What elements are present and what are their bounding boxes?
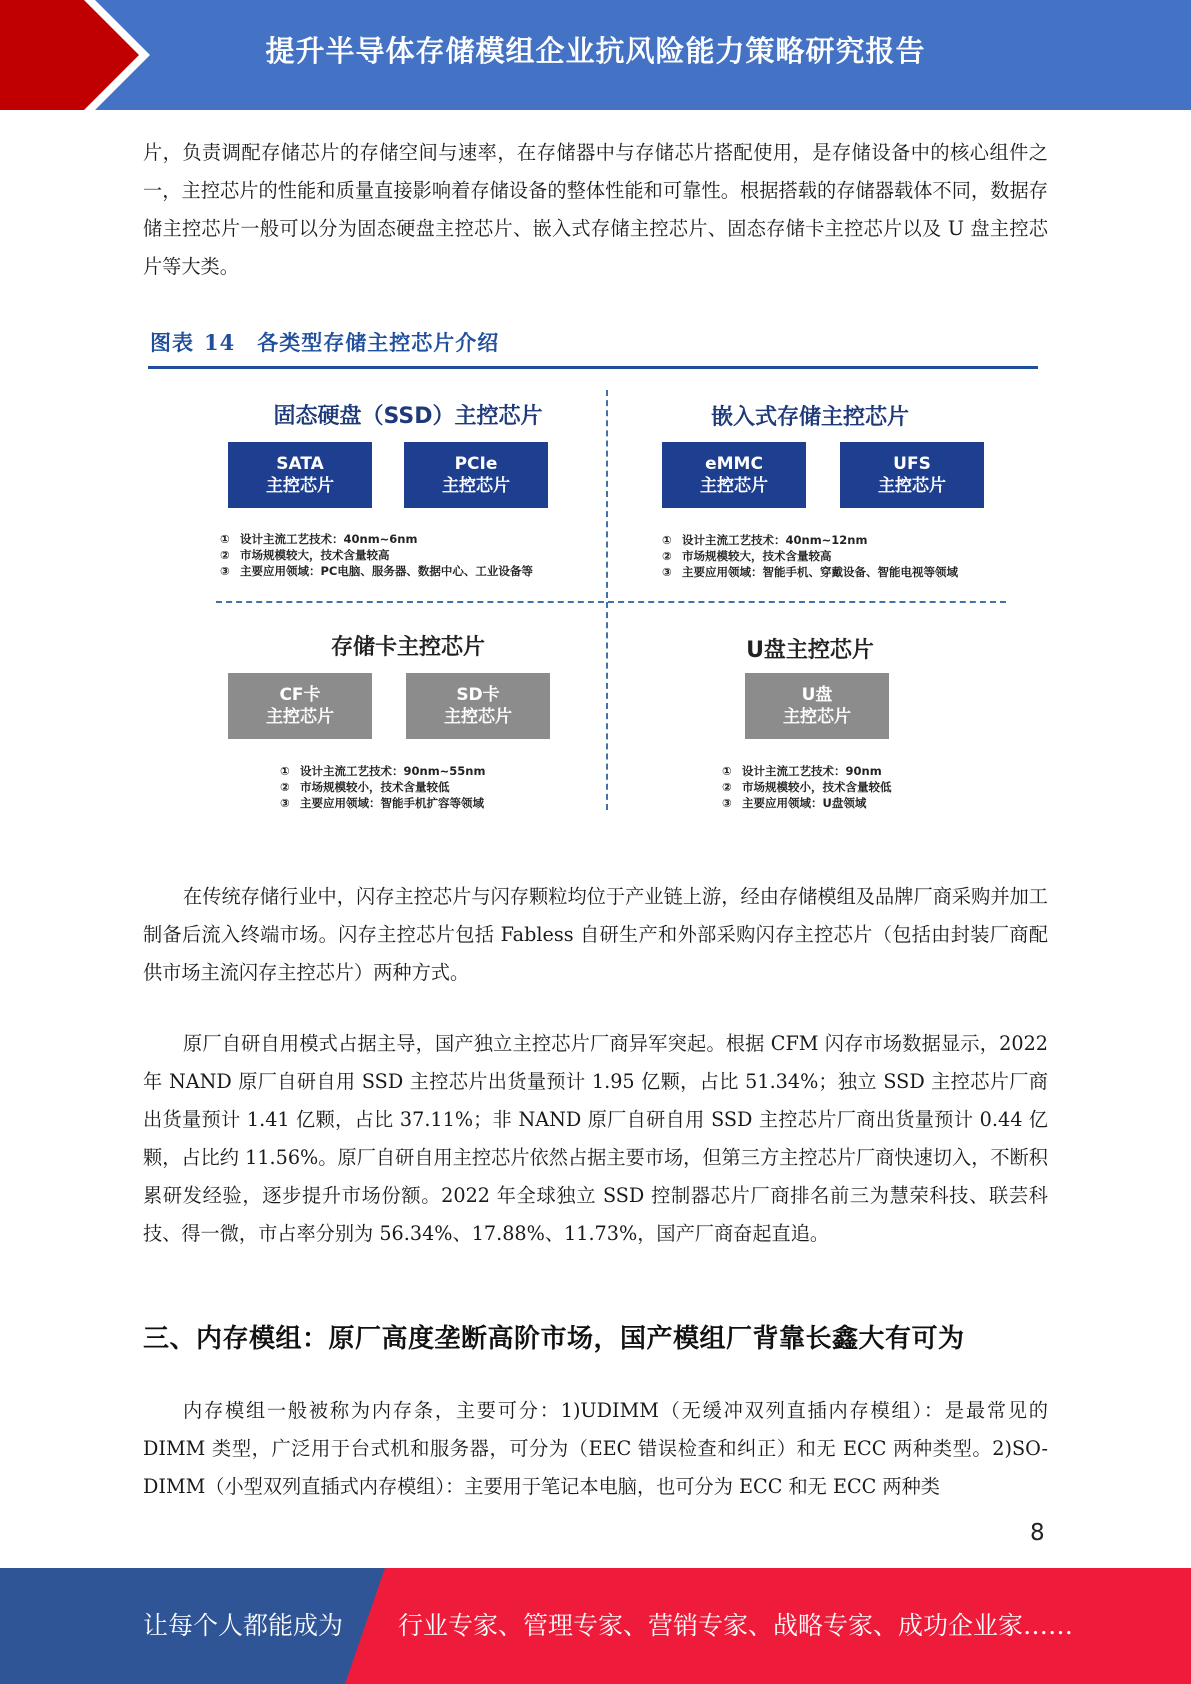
figure-title-rule <box>148 366 1038 369</box>
chip-name: SD卡 <box>456 685 500 705</box>
chip-subtitle: 主控芯片 <box>266 707 334 727</box>
card-notes <box>280 763 485 811</box>
note-item: ① 设计主流工艺技术：90nm <box>722 764 882 778</box>
note-item: ③ 主要应用领域：U盘领域 <box>722 796 867 810</box>
report-title: 提升半导体存储模组企业抗风险能力策略研究报告 <box>265 34 926 68</box>
chip-subtitle: 主控芯片 <box>444 707 512 727</box>
embedded-notes <box>662 532 958 580</box>
note-item: ② 市场规模较大，技术含量较高 <box>220 548 390 562</box>
chip-name: eMMC <box>705 454 763 474</box>
chip-subtitle: 主控芯片 <box>878 476 946 496</box>
body-paragraph-3: 原厂自研自用模式占据主导，国产独立主控芯片厂商异军突起。根据 CFM 闪存市场数据显示，2022 年 NAND 原厂自研自用 SSD 主控芯片出货量预计 1.95 亿颗，占比 51.34%；独立 SSD 主控芯片厂商出货量预计 1.41 亿颗，占比 37.11%；非 NAND 原厂自研自用 SSD 主控芯片厂商出货量预计 0.44 亿颗，占比约 11.56%。原厂自研自用主控芯片依然占据主要市场，但第三方主控芯片厂商快速切入，不断积累研发经验，逐步提升市场份额。2022 年全球独立 SSD 控制器芯片厂商排名前三为慧荣科技、联芸科技、得一微，市占率分别为 56.34%、17.88%、11.73%，国产厂商奋起直追。 <box>143 1032 1048 1245</box>
chip-subtitle: 主控芯片 <box>700 476 768 496</box>
chip-subtitle: 主控芯片 <box>442 476 510 496</box>
note-item: ③ 主要应用领域：智能手机、穿戴设备、智能电视等领域 <box>662 565 958 579</box>
card-quadrant-title: 存储卡主控芯片 <box>330 635 485 660</box>
footer-slogan-left: 让每个人都能成为 <box>143 1611 344 1640</box>
ssd-notes <box>220 531 533 579</box>
page-header <box>0 0 1191 110</box>
udisk-notes <box>722 763 892 811</box>
pcie-chip-box <box>404 442 548 508</box>
section-heading: 三、内存模组：原厂高度垄断高阶市场，国产模组厂背靠长鑫大有可为 <box>143 1324 965 1354</box>
sata-chip-box <box>228 442 372 508</box>
figure-label: 图表 <box>150 330 194 355</box>
ssd-quadrant-title: 固态硬盘（SSD）主控芯片 <box>273 404 543 429</box>
chip-name: CF卡 <box>279 685 321 705</box>
sd-card-chip-box <box>406 673 550 739</box>
note-item: ① 设计主流工艺技术：90nm~55nm <box>280 764 486 778</box>
chip-subtitle: 主控芯片 <box>266 476 334 496</box>
page-number: 8 <box>1030 1520 1045 1546</box>
footer-slogan-right: 行业专家、管理专家、营销专家、战略专家、成功企业家…… <box>398 1611 1074 1640</box>
body-paragraph-1: 片，负责调配存储芯片的存储空间与速率，在存储器中与存储芯片搭配使用，是存储设备中的核心组件之一，主控芯片的性能和质量直接影响着存储设备的整体性能和可靠性。根据搭载的存储器载体不同，数据存储主控芯片一般可以分为固态硬盘主控芯片、嵌入式存储主控芯片、固态存储卡主控芯片以及 U 盘主控芯片等大类。 <box>143 141 1048 278</box>
note-item: ① 设计主流工艺技术：40nm~6nm <box>220 532 418 546</box>
page-footer <box>0 1568 1191 1684</box>
figure-title: 各类型存储主控芯片介绍 <box>257 330 500 355</box>
chip-subtitle: 主控芯片 <box>783 707 851 727</box>
note-item: ③ 主要应用领域：PC电脑、服务器、数据中心、工业设备等 <box>220 564 533 578</box>
chip-name: U盘 <box>801 685 833 705</box>
note-item: ② 市场规模较小，技术含量较低 <box>722 780 892 794</box>
emmc-chip-box <box>662 442 806 508</box>
note-item: ② 市场规模较小，技术含量较低 <box>280 780 450 794</box>
chip-name: UFS <box>893 454 931 474</box>
horizontal-dashed-divider <box>216 601 1006 603</box>
note-item: ③ 主要应用领域：智能手机扩容等领域 <box>280 796 484 810</box>
udisk-quadrant-title: U盘主控芯片 <box>746 638 874 663</box>
chip-name: PCIe <box>454 454 498 474</box>
figure-caption <box>150 327 499 357</box>
embedded-quadrant-title: 嵌入式存储主控芯片 <box>710 405 909 430</box>
controller-chip-diagram <box>210 385 1010 815</box>
vertical-dashed-divider <box>606 390 608 810</box>
note-item: ② 市场规模较大，技术含量较高 <box>662 549 832 563</box>
udisk-chip-box <box>745 673 889 739</box>
figure-number: 14 <box>204 330 236 355</box>
chip-name: SATA <box>276 454 324 474</box>
body-paragraph-4: 内存模组一般被称为内存条，主要可分：1)UDIMM（无缓冲双列直插内存模组）：是最常见的 DIMM 类型，广泛用于台式机和服务器，可分为（EEC 错误检查和纠正）和无 ECC 两种类型。2)SO-DIMM（小型双列直插式内存模组）：主要用于笔记本电脑，也可分为 ECC 和无 ECC 两种类 <box>143 1399 1049 1498</box>
ufs-chip-box <box>840 442 984 508</box>
cf-card-chip-box <box>228 673 372 739</box>
note-item: ① 设计主流工艺技术：40nm~12nm <box>662 533 868 547</box>
body-paragraph-2: 在传统存储行业中，闪存主控芯片与闪存颗粒均位于产业链上游，经由存储模组及品牌厂商采购并加工制备后流入终端市场。闪存主控芯片包括 Fabless 自研生产和外部采购闪存主控芯片（包括由封装厂商配供市场主流闪存主控芯片）两种方式。 <box>143 885 1048 984</box>
